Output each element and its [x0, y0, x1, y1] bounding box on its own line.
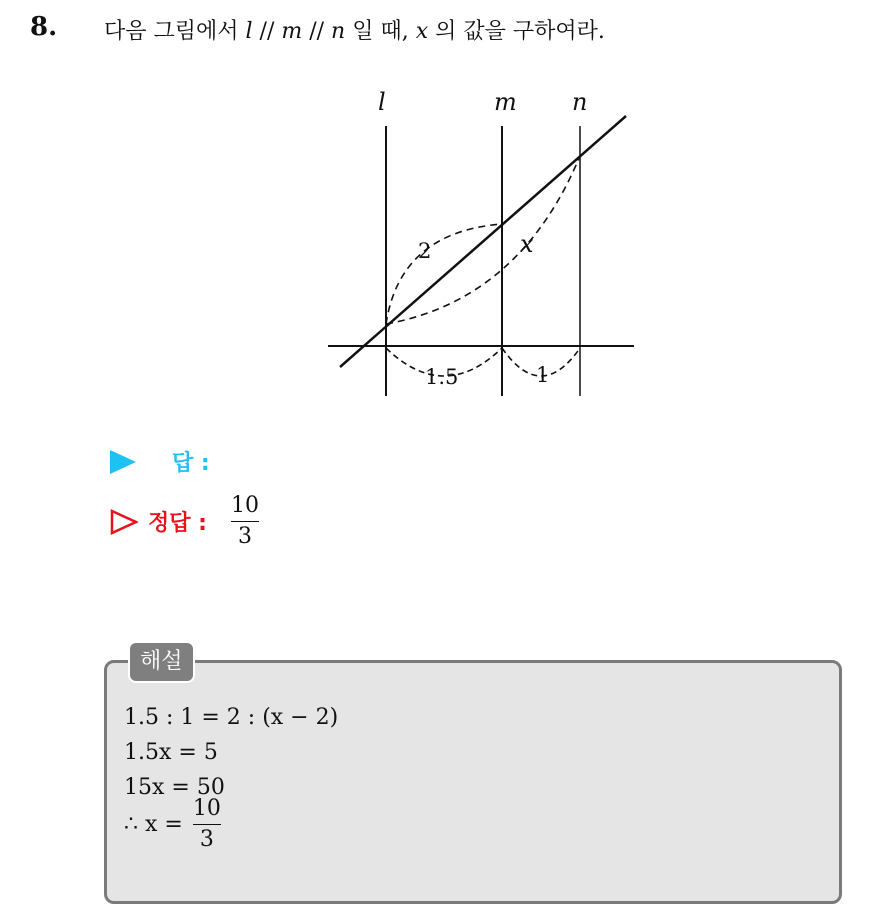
fraction-bar: [231, 521, 259, 522]
question-text: [104, 14, 605, 45]
triangle-right-icon: [110, 450, 136, 474]
correct-answer-label: 정답 :: [148, 511, 207, 537]
question-text-mid: 일 때,: [345, 19, 416, 44]
var-l: l: [245, 19, 253, 44]
label-m: m: [494, 88, 517, 116]
parallel-symbol: //: [252, 19, 282, 44]
question-number: 8.: [30, 12, 58, 42]
var-x: x: [415, 19, 429, 44]
label-1-5: 1.5: [425, 365, 459, 389]
fraction-bar: [193, 824, 221, 825]
var-m: m: [281, 19, 303, 44]
fraction-numerator: 10: [230, 493, 259, 518]
answer-row: [110, 446, 210, 477]
solution-line-4: [124, 795, 338, 852]
label-2: 2: [418, 239, 432, 263]
solution-line-1: 1.5 : 1 = 2 : (x − 2): [124, 705, 339, 730]
fraction-numerator: 10: [192, 795, 221, 821]
diagonal-line: [340, 116, 626, 367]
figure-svg: [320, 82, 640, 402]
label-1: 1: [536, 363, 550, 387]
label-l: l: [378, 88, 386, 116]
parallel-symbol: //: [302, 19, 332, 44]
label-n: n: [572, 88, 588, 116]
solution-fraction: [193, 797, 221, 852]
answer-label: 답 :: [172, 451, 210, 476]
solution-line-2: 1.5x = 5: [124, 740, 218, 765]
fraction-denominator: 3: [237, 524, 252, 550]
correct-answer-fraction: [231, 494, 259, 549]
correct-answer-row: [110, 494, 259, 549]
geometry-figure: [320, 82, 640, 406]
label-x: x: [520, 230, 534, 258]
solution-line-3: 15x = 50: [124, 775, 225, 800]
question-text-prefix: 다음 그림에서: [104, 19, 246, 44]
fraction-denominator: 3: [199, 827, 214, 852]
solution-line-4-lhs: ∴ x =: [124, 812, 183, 837]
solution-tag: 해설: [128, 641, 195, 683]
triangle-outline-icon: [110, 509, 138, 535]
solution-lines: [124, 700, 339, 852]
question-text-suffix: 의 값을 구하여라.: [428, 19, 605, 44]
var-n: n: [331, 19, 346, 44]
